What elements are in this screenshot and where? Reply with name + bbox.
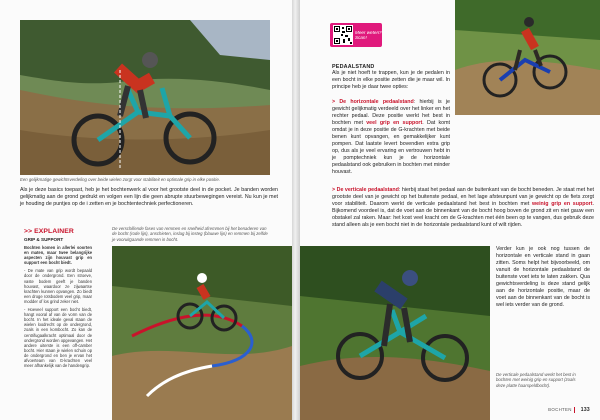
horizontal-pedal-photo bbox=[455, 0, 600, 115]
horizontal-pedal-text-a: : hierbij is je gewicht gelijkmatig verdeeld over het linker en het rechter pedaal. Deze positie werkt het best in bochten met bbox=[332, 99, 450, 126]
section-heading: PEDAALSTAND bbox=[332, 64, 375, 70]
explainer-box bbox=[24, 228, 92, 368]
vertical-pedal-photo bbox=[300, 246, 490, 420]
horizontal-pedal-lead: De horizontale pedaalstand bbox=[339, 99, 414, 105]
horizontal-pedal-paragraph: > De horizontale pedaalstand: hierbij is je gewicht gelijkmatig verdeeld over het linker en het rechter pedaal. Deze positie werkt het best in bochten met veel grip en support. Dat komt omdat je in deze positie de G-krachten met beide benen kunt opvangen, en gemakkelijker kunt pompen. Dat laatste levert bovendien extra grip op, dus als je veel ervaring en vertrouwen hebt in je pomptechniek kun je de horizontale pedaalstand ook gebruiken in bochten met minder houvast. bbox=[332, 99, 450, 175]
intro-paragraph: Als je deze basics toepast, heb je het bochtenwerk al voor het grootste deel in de pocket. Je banden worden gelijkmatig aan de grond gedrukt en volgen een lijn die geen abrupte stuurbewegingen vereist. Nu kun je met je houding de puntjes op de i zetten en je bochtentechniek perfectioneren. bbox=[20, 187, 278, 207]
footer-section-label: BOCHTEN bbox=[548, 407, 572, 412]
vertical-pedal-text-b: . Bijkomend voordeel is, dat de voet aan de binnenkant van de bocht hoog boven de grond zit en niet gauw een obstakel zal raken. Maar: het kost veel kracht om de G-krachten met één been op te vangen, dus gebruik deze stand alleen als je een bocht niet in de horizontale pedaalstand kunt of wilt rijden. bbox=[332, 201, 594, 228]
qr-badge[interactable] bbox=[330, 23, 382, 47]
explainer-paragraph-2: - De mate van grip wordt bepaald door de ondergrond. Een stroeve, vaste bodem geeft je banden houvast, waardoor ze zijwaartse krachten kunnen opvangen. Zo biedt een droge rotsbodem veel grip, maar modder of los grind zeker niet. bbox=[24, 268, 92, 304]
spine-gutter bbox=[292, 0, 300, 420]
explainer-subtitle: GRIP & SUPPORT bbox=[24, 237, 64, 242]
top-rider-photo bbox=[20, 20, 270, 175]
section-intro: Als je niet hoeft te trappen, kun je de pedalen in een bocht in elke positie zetten die je maar wil. In principe heb je daar twee opties: bbox=[332, 70, 450, 90]
right-photo-caption: De verticale pedaalstand werkt het best in bochten met weinig grip en support (zoals deze platte haarspeldbocht). bbox=[496, 372, 576, 388]
horizontal-pedal-emph: veel grip en support bbox=[366, 120, 423, 126]
vertical-pedal-lead: De verticale pedaalstand bbox=[336, 187, 399, 193]
turn-lines-photo bbox=[112, 246, 292, 420]
explainer-title: >> EXPLAINER bbox=[24, 228, 74, 235]
left-page bbox=[0, 0, 292, 420]
side-paragraph: Verder kun je ook nog tussen de horizontale en verticale stand in gaan zitten. Soms helpt het bijvoorbeeld, om vanuit de horizontale pedaalstand de buitenste voet iets te laten zakken. Qua gewichtsverdeling is deze stand gelijk aan de horizontale positie, maar de voet aan de binnenkant van de bocht is wel iets verder van de grond. bbox=[496, 246, 590, 308]
vertical-pedal-paragraph: > De verticale pedaalstand: hierbij staat het pedaal aan de buitenkant van de bocht beneden. Je staat met het grootste deel van je gewicht op het buitenste pedaal, en het lage afsteunpunt van je gewicht op de fiets zorgt voor stabiliteit. Daarom werkt de verticale pedaalstand het best in bochten met weinig grip en support. Bijkomend voordeel is, dat de voet aan de binnenkant van de bocht hoog boven de grond zit en niet gauw een obstakel zal raken. Maar: het kost veel kracht om de G-krachten met één been op te vangen, dus gebruik deze stand alleen als je een bocht niet in de horizontale pedaalstand kunt of wilt rijden. bbox=[332, 187, 594, 228]
explainer-paragraph-3: - Hoeveel support een bocht biedt, hangt vooral af van de vorm van de bocht. In het ideale geval staan de wielen loodrecht op de ondergrond, zoals in een kombocht. Zo kan de centrifugaalkracht optimaal door de ondergrond worden opgevangen. Het andere uiterste is een off-camber bocht. Hier staan je wielen schuin op de ondergrond en ben je ervan het afvoerteam van G-krachten veel meer afhankelijk van de handengrip. bbox=[24, 307, 92, 369]
page-number: 133 bbox=[580, 407, 590, 413]
qr-code-icon bbox=[333, 25, 353, 45]
horizontal-pedal-text-b: . Dat komt omdat je in deze positie de G-krachten met beide benen kunt opvangen, en gemakkelijker kunt pompen. Dat laatste levert bovendien extra grip op, dus als je veel ervaring en vertrouwen hebt in je pomptechniek kun je de horizontale pedaalstand ook gebruiken in bochten met minder houvast. bbox=[332, 120, 450, 175]
bottom-photo-caption: De verschillende fases van remmen en snelheid afremmen bij het benaderen van de bocht (rode lijn), anschieten, inslag bij insteg (blauwe lijn) en remmen bij zelfde je vooruitgaande remmen in bocht. bbox=[112, 226, 268, 242]
explainer-paragraph-1: Bochten komen in allerlei soorten en maten, maar twee belangrijke aspecten zijn houvast grip en support een bocht biedt. bbox=[24, 245, 92, 266]
page-footer bbox=[548, 407, 590, 413]
right-page bbox=[300, 0, 600, 420]
qr-label: Meer weten? Scan! bbox=[355, 30, 382, 40]
vertical-pedal-emph: weinig grip en support bbox=[532, 201, 593, 207]
top-photo-caption: Een gelijkmatige gewichtsverdeling over beide wielen zorgt voor stabiliteit en optimale grip in elke positie. bbox=[20, 177, 220, 182]
vertical-pedal-text-a: : hierbij staat het pedaal aan de buitenkant van de bocht beneden. Je staat met het grootste deel van je gewicht op het buitenste pedaal, en het lage afsteunpunt van je gewicht op de fiets zorgt voor stabiliteit. Daarom werkt de verticale pedaalstand het best in bochten met bbox=[332, 187, 594, 207]
